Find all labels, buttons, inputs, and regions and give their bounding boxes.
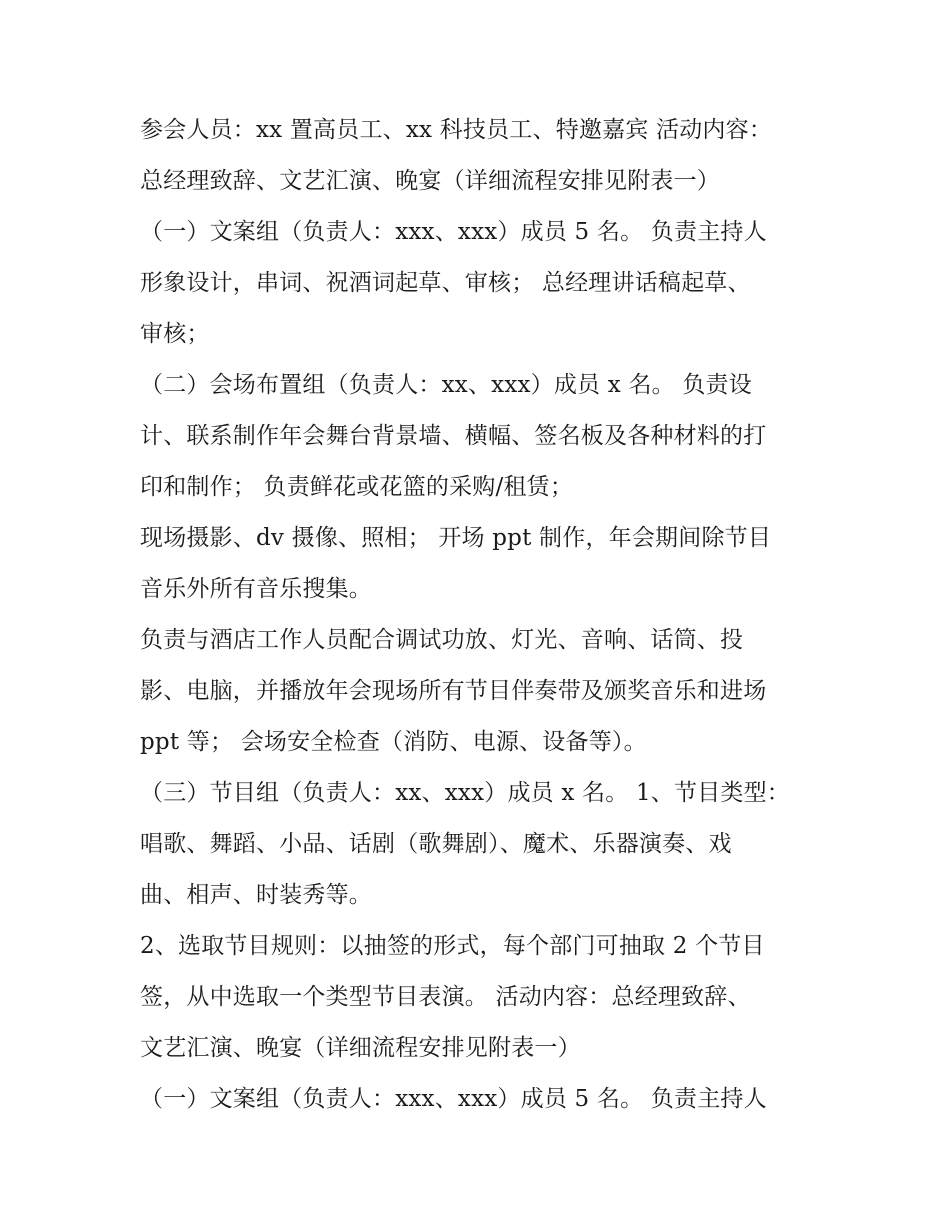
text-line: （三）节目组（负责人：xx、xxx）成员 x 名。 1、节目类型：	[140, 780, 790, 806]
text-line: 唱歌、舞蹈、小品、话剧（歌舞剧）、魔术、乐器演奏、戏	[140, 831, 732, 857]
text-line: 负责与酒店工作人员配合调试功放、灯光、音响、话筒、投	[140, 627, 744, 653]
text-line: 2、选取节目规则：以抽签的形式，每个部门可抽取 2 个节目	[140, 933, 765, 959]
text-line: （一）文案组（负责人：xxx、xxx）成员 5 名。 负责主持人	[140, 219, 767, 245]
text-line: （一）文案组（负责人：xxx、xxx）成员 5 名。 负责主持人	[140, 1086, 767, 1112]
text-line: 审核；	[140, 321, 210, 347]
text-line: 签，从中选取一个类型节目表演。 活动内容：总经理致辞、	[140, 984, 751, 1010]
text-line: 总经理致辞、文艺汇演、晚宴（详细流程安排见附表一）	[140, 168, 720, 194]
document-body	[140, 105, 820, 1125]
text-line: 计、联系制作年会舞台背景墙、横幅、签名板及各种材料的打	[140, 423, 767, 449]
text-line: 音乐外所有音乐搜集。	[140, 576, 372, 602]
text-line: 文艺汇演、晚宴（详细流程安排见附表一）	[140, 1035, 581, 1061]
text-line: ppt 等； 会场安全检查（消防、电源、设备等）。	[140, 729, 647, 755]
text-line: 印和制作； 负责鲜花或花篮的采购/租赁；	[140, 474, 574, 500]
text-line: 曲、相声、时装秀等。	[140, 882, 372, 908]
text-line: （二）会场布置组（负责人：xx、xxx）成员 x 名。 负责设	[140, 372, 752, 398]
text-line: 参会人员：xx 置高员工、xx 科技员工、特邀嘉宾 活动内容：	[140, 117, 773, 143]
text-line: 形象设计，串词、祝酒词起草、审核； 总经理讲话稿起草、	[140, 270, 751, 296]
text-line: 影、电脑，并播放年会现场所有节目伴奏带及颁奖音乐和进场	[140, 678, 767, 704]
text-line: 现场摄影、dv 摄像、照相； 开场 ppt 制作，年会期间除节目	[140, 525, 772, 551]
